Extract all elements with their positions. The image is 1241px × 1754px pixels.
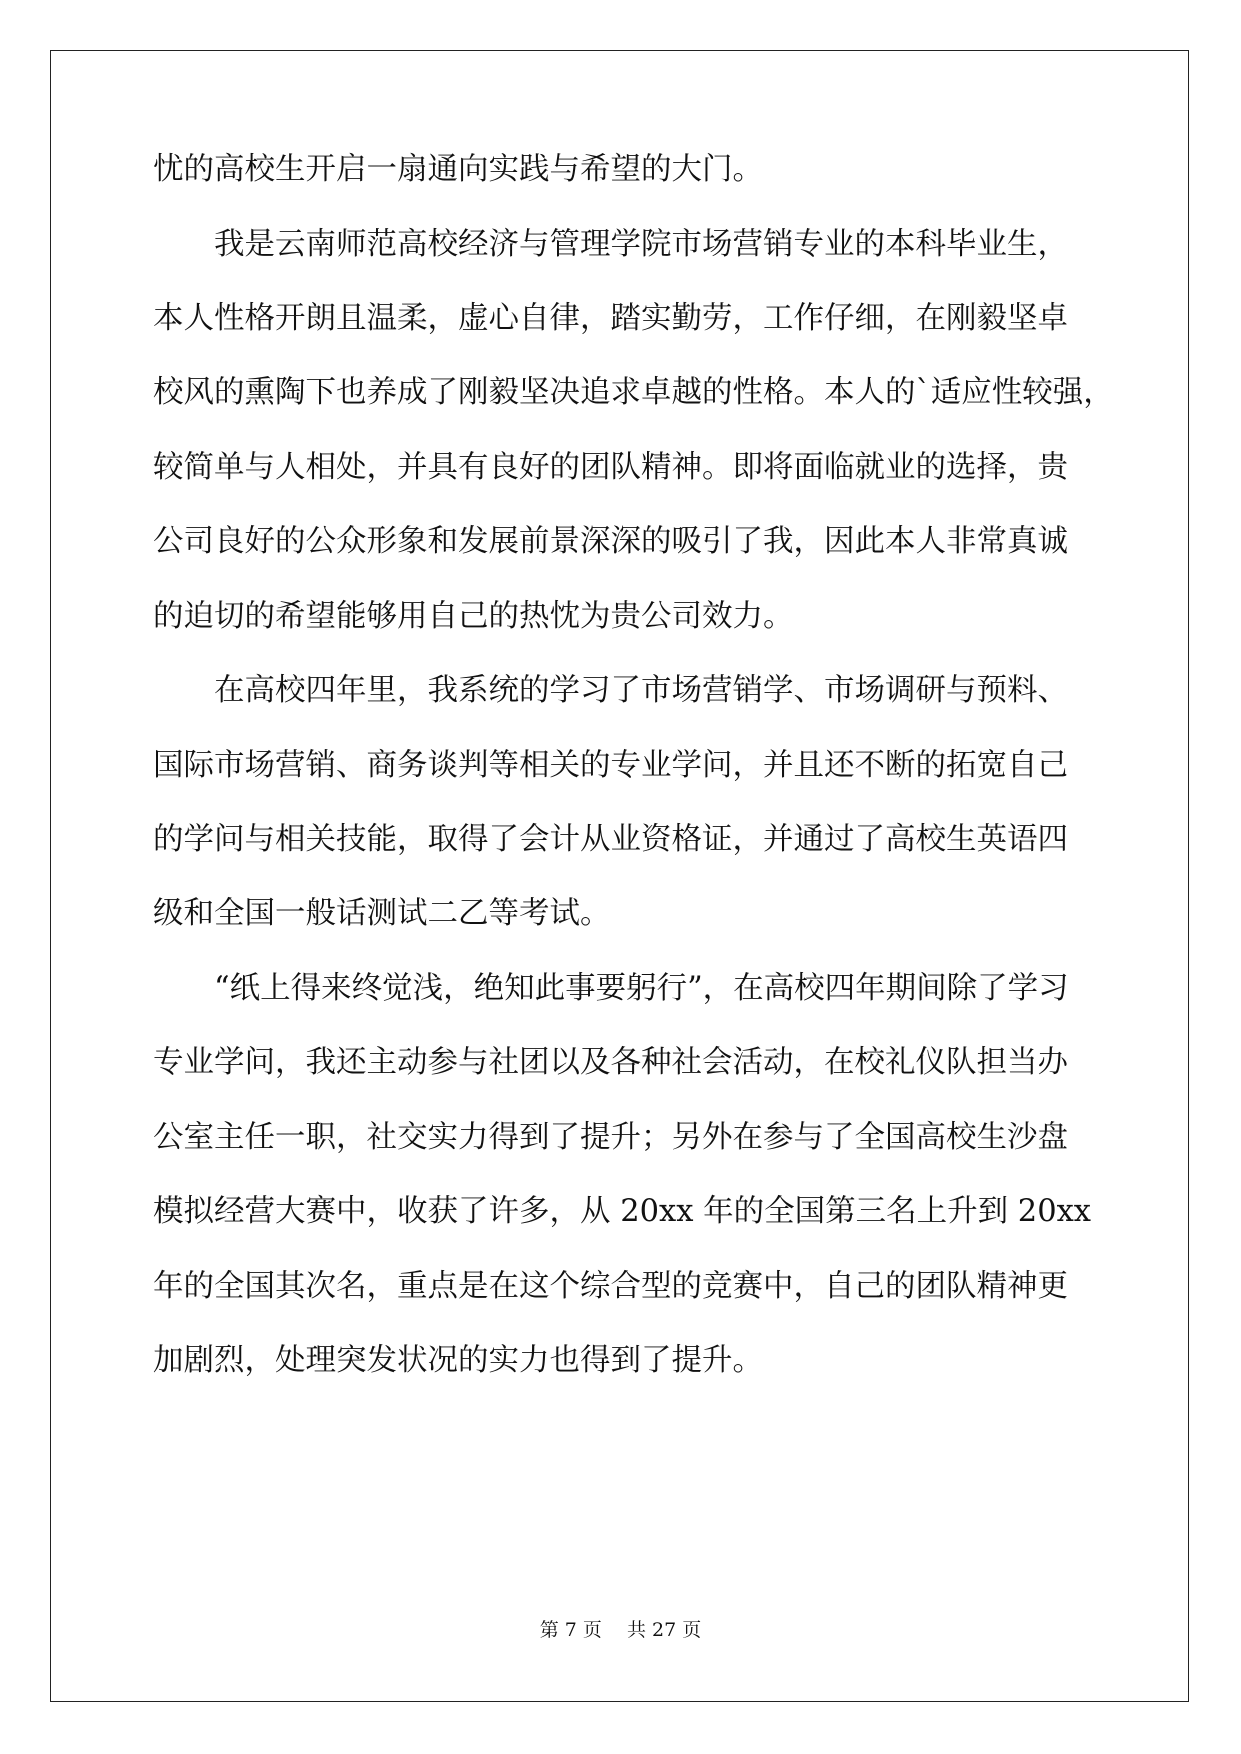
text-line: 本人性格开朗且温柔，虚心自律，踏实勤劳，工作仔细，在刚毅坚卓 — [153, 301, 1068, 336]
text-line: 的迫切的希望能够用自己的热忱为贵公司效力。 — [153, 599, 794, 634]
text-line: 校风的熏陶下也养成了刚毅坚决追求卓越的性格。本人的`适应性较强， — [153, 375, 1114, 410]
text-line: “纸上得来终觉浅，绝知此事要躬行”，在高校四年期间除了学习 — [153, 971, 1069, 1006]
text-line: 模拟经营大赛中，收获了许多，从 20xx 年的全国第三名上升到 20xx — [153, 1194, 1092, 1229]
text-line: 忧的高校生开启一扇通向实践与希望的大门。 — [153, 152, 763, 187]
text-line: 级和全国一般话测试二乙等考试。 — [153, 896, 611, 931]
text-line: 加剧烈，处理突发状况的实力也得到了提升。 — [153, 1343, 763, 1378]
text-line: 较简单与人相处，并具有良好的团队精神。即将面临就业的选择，贵 — [153, 450, 1068, 485]
page-footer — [0, 1618, 1241, 1642]
text-line: 公司良好的公众形象和发展前景深深的吸引了我，因此本人非常真诚 — [153, 524, 1068, 559]
text-line: 专业学问，我还主动参与社团以及各种社会活动，在校礼仪队担当办 — [153, 1045, 1068, 1080]
text-line: 公室主任一职，社交实力得到了提升；另外在参与了全国高校生沙盘 — [153, 1120, 1068, 1155]
text-line: 国际市场营销、商务谈判等相关的专业学问，并且还不断的拓宽自己 — [153, 748, 1068, 783]
text-line: 年的全国其次名，重点是在这个综合型的竞赛中，自己的团队精神更 — [153, 1269, 1068, 1304]
text-line: 我是云南师范高校经济与管理学院市场营销专业的本科毕业生， — [153, 227, 1068, 262]
text-line: 的学问与相关技能，取得了会计从业资格证，并通过了高校生英语四 — [153, 822, 1068, 857]
page-border — [50, 50, 1189, 1702]
text-line: 在高校四年里，我系统的学习了市场营销学、市场调研与预料、 — [153, 673, 1068, 708]
page-number: 第 7 页 共 27 页 — [539, 1619, 702, 1641]
